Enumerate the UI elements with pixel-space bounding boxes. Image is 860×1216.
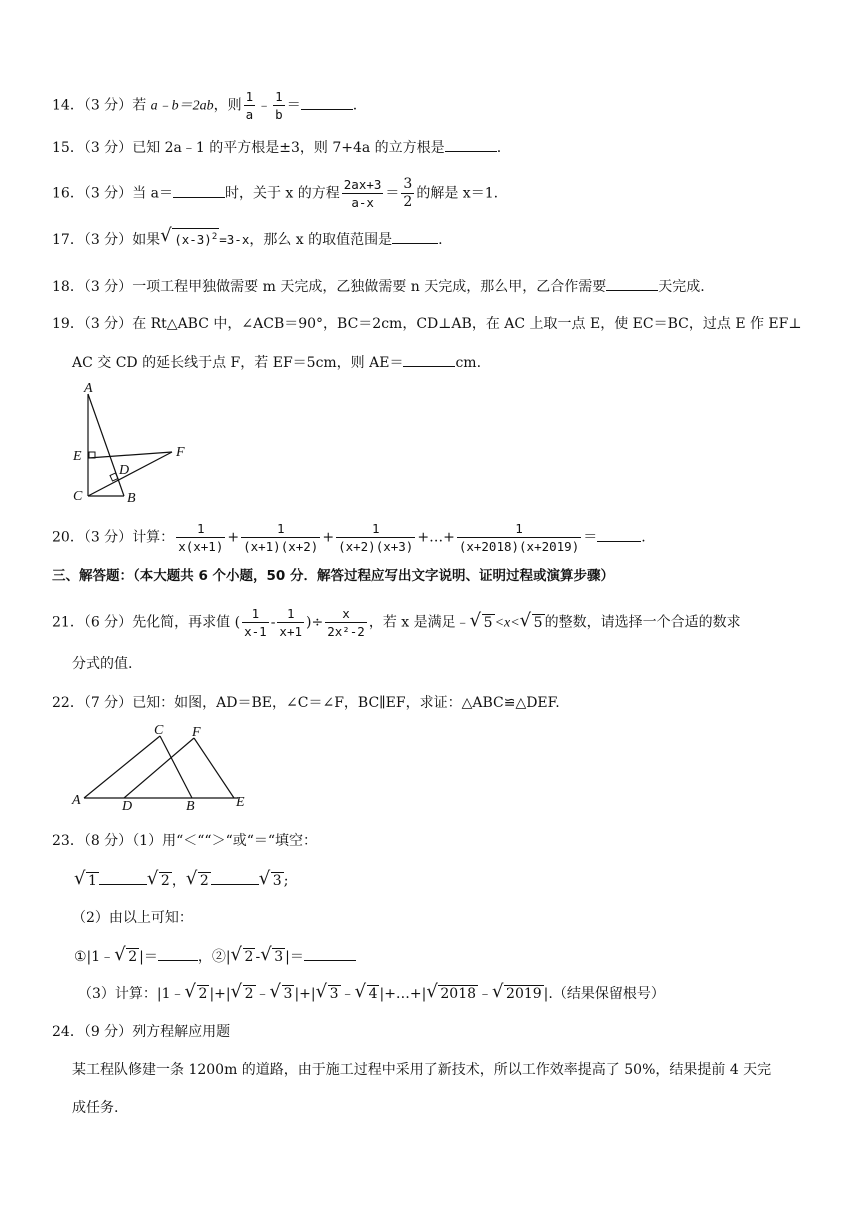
sqrt-expression: √ $(x-3)^2$ [160, 225, 218, 248]
question-23-part-2: （2）由以上可知： [72, 910, 193, 926]
fraction-equation: $\frac{2ax+3}{a-x}$ [343, 177, 382, 210]
question-23-part-1: √ 1 √ 2 ， √ 2 √ 3 ; [74, 868, 289, 889]
label-A: A [72, 793, 81, 808]
question-18: 18．（3 分）一项工程甲独做需要 m 天完成，乙独做需要 n 天完成，那么甲，乙合作需要 天完成. [52, 276, 705, 297]
fraction-1-over-a: $\frac{1}{a}$ [245, 89, 254, 122]
question-24-body-line-2: 成任务. [72, 1100, 119, 1116]
label-B: B [186, 799, 195, 810]
question-17: 17．（3 分）如果 √ $(x-3)^2 =3-x$，那么 x 的取值范围是 . [52, 225, 443, 249]
question-19-line-1: 19．（3 分）在 Rt△ABC 中，∠ACB＝90°，BC＝2cm，CD⊥AB，在 AC 上取一点 E，使 EC＝BC，过点 E 作 EF⊥ [52, 316, 802, 332]
compare-blank-2[interactable] [211, 870, 259, 885]
label-C: C [154, 723, 164, 738]
question-19-line-2: AC 交 CD 的延长线于点 F，若 EF＝5cm，则 AE＝ cm. [72, 352, 481, 373]
label-B: B [127, 491, 136, 505]
label-D: D [119, 463, 130, 478]
answer-blank[interactable] [445, 137, 497, 152]
question-15: 15．（3 分）已知 2a﹣1 的平方根是±3，则 7+4a 的立方根是 . [52, 137, 501, 158]
answer-blank-2[interactable] [304, 946, 356, 961]
label-E: E [73, 449, 82, 464]
answer-blank[interactable] [173, 183, 225, 198]
question-14: 14．（3 分）若 a﹣b＝2ab，则 $\frac{1}{a}$ ﹣ $\frac{1}{b}$ ＝ . [52, 89, 358, 122]
term-2: $\frac{1}{(x+1)(x+2)}$ [243, 521, 319, 554]
answer-blank-1[interactable] [158, 946, 198, 961]
question-16: 16．（3 分）当 a＝ 时，关于 x 的方程 $\frac{2ax+3}{a-x}$ ＝ $\frac{3}{2}$ 的解是 x＝1. [52, 176, 499, 210]
label-A: A [84, 381, 93, 396]
term-last: $\frac{1}{(x+2018)(x+2019)}$ [458, 521, 580, 554]
answer-blank[interactable] [597, 527, 641, 542]
figure-22-triangles [68, 718, 258, 810]
label-F: F [176, 445, 185, 460]
question-22: 22．（7 分）已知：如图，AD＝BE，∠C＝∠F，BC∥EF，求证：△ABC≌△DEF. [52, 695, 560, 711]
question-23-part-2-blanks: ①|1﹣ √ 2 |＝ ，②| √ 2 - √ 3 |＝ [74, 946, 356, 967]
question-24: 24．（9 分）列方程解应用题 [52, 1024, 231, 1040]
question-20: 20．（3 分）计算： $\frac{1}{x(x+1)}$ + $\frac{1}{(x+1)(x+2)}$ + $\frac{1}{(x+2)(x+3)}$ +…+ $\frac{1}{(x+2018)(x+2019)}$ ＝ . [52, 521, 646, 554]
answer-blank[interactable] [403, 352, 455, 367]
question-21: 21．（6 分）先化简，再求值 ( $\frac{1}{x-1}$ - $\frac{1}{x+1}$ )÷ $\frac{x}{\text{2x²-2}}$ ，若 x 是满足﹣ √ 5 <x< √ 5 的整数，请选择一个合适的数求 [52, 606, 741, 639]
question-24-body-line-1: 某工程队修建一条 1200m 的道路，由于施工过程中采用了新技术，所以工作效率提高了 50%，结果提前 4 天完 [72, 1062, 772, 1078]
question-21-line-2: 分式的值. [72, 656, 133, 672]
label-D: D [122, 799, 133, 810]
label-F: F [192, 725, 201, 740]
answer-blank[interactable] [606, 276, 658, 291]
question-23: 23．（8 分）（1）用“＜““＞“或“＝“填空： [52, 833, 318, 849]
term-3: $\frac{1}{(x+2)(x+3)}$ [338, 521, 414, 554]
question-23-part-3: （3）计算：|1﹣ √ 2 |+| √ 2 ﹣ √ 3 |+| √ 3 ﹣ √ 4 |+…+| √ 2018 ﹣ √ 2019 |.（结果保留根号） [78, 981, 665, 1002]
fraction-1-over-b: $\frac{1}{b}$ [275, 89, 283, 122]
label-C: C [73, 489, 83, 504]
section-heading-3: 三、解答题：（本大题共 6 个小题，50 分．解答过程应写出文字说明、证明过程或演算步骤） [52, 568, 615, 584]
term-1: $\frac{1}{x(x+1)}$ [178, 521, 224, 554]
compare-blank-1[interactable] [99, 870, 147, 885]
fraction-3-over-2: $\frac{3}{2}$ [403, 176, 413, 210]
answer-blank[interactable] [392, 229, 438, 244]
label-E: E [236, 795, 245, 810]
figure-19-triangle [70, 380, 200, 505]
answer-blank[interactable] [301, 95, 353, 110]
